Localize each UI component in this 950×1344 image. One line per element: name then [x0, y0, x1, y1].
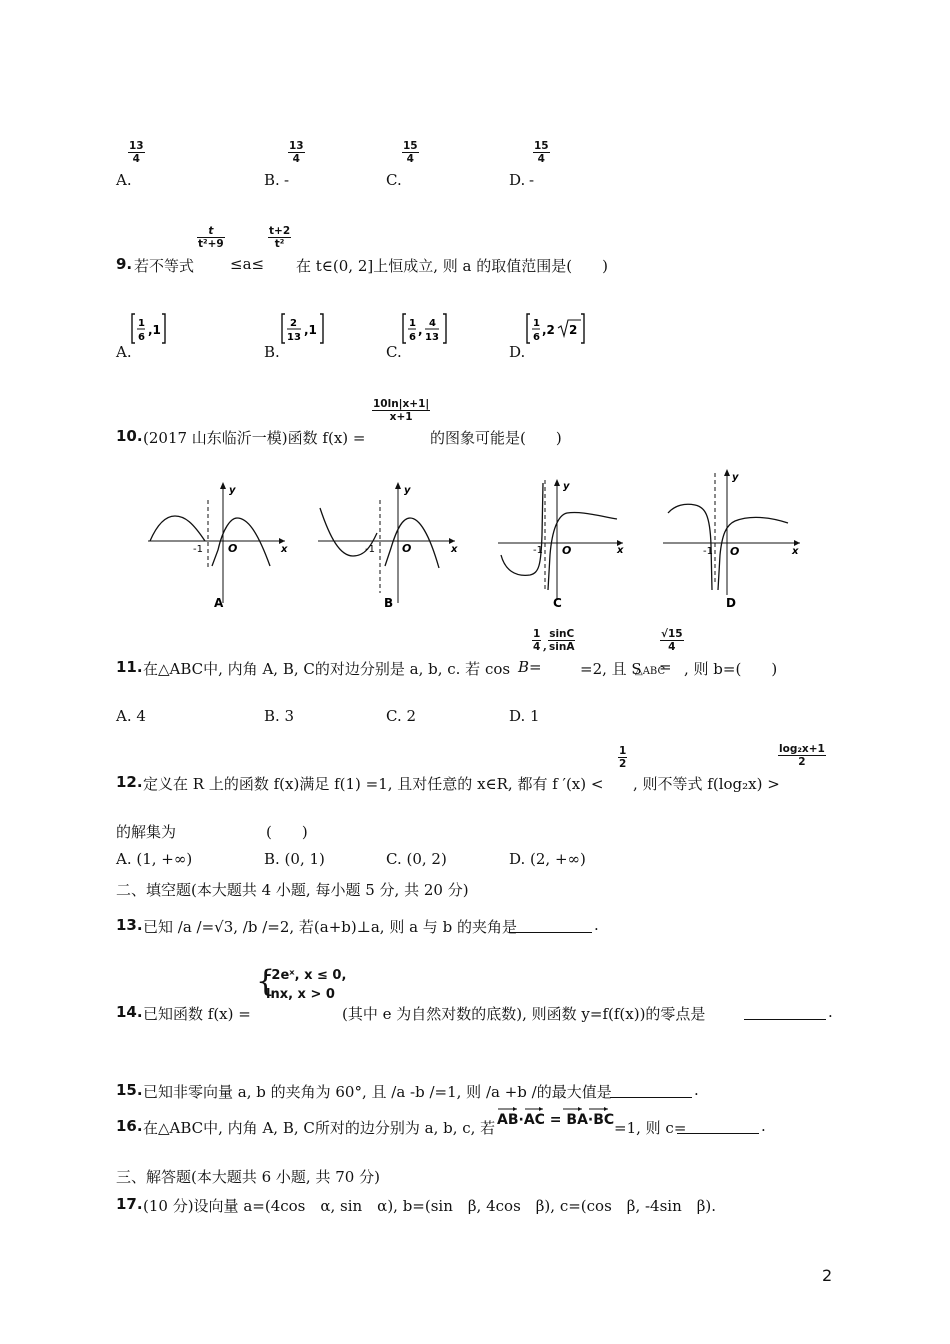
q9-middle: ≤a≤: [230, 255, 265, 273]
q10-graph-c-label: C: [553, 596, 562, 610]
svg-text:x: x: [451, 544, 458, 555]
q16-vector-equation: AB·AC = BA·BC: [497, 1112, 615, 1128]
q12-option-d: D. (2, +∞): [509, 850, 586, 868]
q9-option-d-interval: [525, 312, 587, 346]
q14-answer-blank[interactable]: [744, 1005, 826, 1020]
q11-option-b: B. 3: [264, 707, 295, 725]
q10-graph-d: [660, 465, 805, 610]
q17-text: (10 分)设向量 a=(4cos α, sin α), b=(sin β, 4cos β), c=(cos β, -4sin β).: [143, 1197, 717, 1215]
svg-text:4: 4: [429, 318, 436, 329]
q14-prefix: 已知函数 f(x) =: [143, 1005, 251, 1023]
q12-text-2: , 则不等式 f(log₂x) >: [633, 775, 780, 793]
q11-option-c: C. 2: [386, 707, 417, 725]
q15-end: .: [694, 1081, 699, 1099]
q13-text: 已知 /a /=√3, /b /=2, 若(a+b)⊥a, 则 a 与 b 的夹角是: [143, 918, 517, 936]
q9-option-b-label: B.: [264, 343, 280, 361]
q10-graph-b: [315, 478, 465, 610]
svg-text:13: 13: [287, 332, 301, 343]
svg-text:6: 6: [533, 332, 540, 343]
q11-eq3: =: [659, 658, 672, 676]
svg-text:x: x: [617, 545, 624, 556]
svg-text:1: 1: [138, 318, 145, 329]
q8-option-d-fraction: $\frac{15}{4}$: [534, 140, 549, 165]
svg-text:2: 2: [290, 318, 297, 329]
svg-text:,2: ,2: [542, 323, 555, 337]
q15-number: 15.: [116, 1081, 143, 1099]
q12-fraction-half: $\frac{1}{2}$: [619, 745, 627, 770]
q16-text: 在△ABC中, 内角 A, B, C所对的边分别为 a, b, c, 若: [143, 1119, 496, 1137]
q9-suffix: 在 t∈(0, 2]上恒成立, 则 a 的取值范围是( ): [296, 257, 608, 275]
svg-text:13: 13: [425, 332, 439, 343]
q9-option-d-label: D.: [509, 343, 526, 361]
q10-number: 10.: [116, 427, 143, 445]
q14-number: 14.: [116, 1003, 143, 1021]
q8-option-d-sign: -: [529, 171, 535, 189]
q10-suffix: 的图象可能是( ): [430, 429, 562, 447]
svg-text:-1: -1: [365, 544, 375, 555]
svg-text:,: ,: [418, 323, 423, 337]
svg-text:y: y: [404, 485, 411, 496]
section-3-heading: 三、解答题(本大题共 6 小题, 共 70 分): [116, 1168, 380, 1186]
q12-text: 定义在 R 上的函数 f(x)满足 f(1) =1, 且对任意的 x∈R, 都有 f ′(x) <: [143, 775, 604, 793]
q13-answer-blank[interactable]: [510, 918, 592, 933]
q16-answer-blank[interactable]: [677, 1119, 759, 1134]
q9-prefix: 若不等式: [134, 257, 195, 275]
q9-fraction-1: $\frac{t}{\text{t²+9}}$: [198, 225, 224, 250]
q11-option-d: D. 1: [509, 707, 540, 725]
q10-graph-c: [495, 475, 630, 610]
q11-subscript: △ABC: [635, 666, 666, 677]
q16-number: 16.: [116, 1117, 143, 1135]
q12-option-a: A. (1, +∞): [116, 850, 193, 868]
q17-number: 17.: [116, 1195, 143, 1213]
q11-fraction-cos: $\frac{1}{4}$: [533, 628, 541, 653]
q9-option-c-interval: [401, 312, 451, 346]
svg-text:O: O: [730, 545, 740, 558]
q12-option-c: C. (0, 2): [386, 850, 447, 868]
q8-option-c-fraction: $\frac{15}{4}$: [403, 140, 418, 165]
q16-vector-arrows: [497, 1103, 617, 1113]
q13-end: .: [594, 916, 599, 934]
svg-text:y: y: [229, 485, 236, 496]
q12-number: 12.: [116, 773, 143, 791]
svg-text:6: 6: [138, 332, 145, 343]
q10-graph-a: [145, 478, 295, 610]
q11-option-a: A. 4: [116, 707, 146, 725]
q8-option-a-label: A.: [116, 171, 132, 189]
q11-tail: , 则 b=( ): [684, 660, 778, 678]
q12-option-b: B. (0, 1): [264, 850, 325, 868]
q10-graph-b-label: B: [384, 596, 394, 610]
q14-brace: {: [256, 964, 276, 999]
svg-text:O: O: [228, 542, 238, 555]
svg-text:6: 6: [409, 332, 416, 343]
q10-graph-a-label: A: [214, 596, 224, 610]
q15-text: 已知非零向量 a, b 的夹角为 60°, 且 /a -b /=1, 则 /a +b /的最大值是: [143, 1083, 612, 1101]
svg-text:1: 1: [409, 318, 416, 329]
q9-option-a-label: A.: [116, 343, 132, 361]
q8-option-b-sign: -: [284, 171, 290, 189]
q11-text: 在△ABC中, 内角 A, B, C的对边分别是 a, b, c. 若 cos: [143, 660, 511, 678]
q12-line-2: 的解集为 ( ): [116, 823, 308, 841]
q10-prefix: (2017 山东临沂一模)函数 f(x) =: [143, 429, 366, 447]
svg-text:1: 1: [533, 318, 540, 329]
q14-case-1: -2eˣ, x ≤ 0,: [266, 968, 347, 983]
q16-end: .: [761, 1117, 766, 1135]
q9-option-b-interval: [280, 312, 328, 346]
svg-text:y: y: [732, 472, 739, 483]
q13-number: 13.: [116, 916, 143, 934]
svg-text:x: x: [281, 544, 288, 555]
q15-answer-blank[interactable]: [610, 1083, 692, 1098]
q8-option-c-label: C.: [386, 171, 402, 189]
svg-text:O: O: [402, 542, 412, 555]
q11-eq2: =2, 且 S: [580, 660, 642, 678]
svg-text:2: 2: [569, 323, 578, 337]
q9-number: 9.: [116, 255, 133, 273]
q9-fraction-2: $\frac{t+2}{\text{t²}}$: [269, 225, 291, 250]
q9-option-c-label: C.: [386, 343, 402, 361]
q11-fraction-area: $\frac{√15}{4}$: [661, 628, 683, 653]
q11-b-eq: B=: [518, 658, 542, 676]
q8-option-b-label: B.: [264, 171, 280, 189]
svg-text:y: y: [563, 481, 570, 492]
q14-suffix: (其中 e 为自然对数的底数), 则函数 y=f(f(x))的零点是: [342, 1005, 706, 1023]
q8-option-d-label: D.: [509, 171, 526, 189]
q12-fraction-log: $\frac{\text{log₂x+1}}{2}$: [779, 743, 825, 768]
svg-text:O: O: [562, 544, 572, 557]
page-number: 2: [822, 1266, 833, 1285]
svg-text:,1: ,1: [148, 323, 161, 337]
svg-text:-1: -1: [533, 545, 543, 556]
q11-fraction-sin: $\frac{\sin C}{\sin A}$: [549, 628, 575, 653]
q10-fraction: $\frac{10\ln|x+1|}{x+1}$: [373, 398, 430, 423]
q8-option-a-fraction: $\frac{13}{4}$: [129, 140, 144, 165]
q10-graph-a-tick: -1: [193, 544, 203, 555]
q14-case-2: lnx, x > 0: [266, 987, 335, 1002]
section-2-heading: 二、填空题(本大题共 4 小题, 每小题 5 分, 共 20 分): [116, 881, 469, 899]
svg-text:,1: ,1: [304, 323, 317, 337]
q10-graph-d-label: D: [726, 596, 736, 610]
q9-option-a-interval: [130, 312, 170, 346]
q16-text-2: =1, 则 c=: [614, 1119, 687, 1137]
q11-number: 11.: [116, 658, 143, 676]
q14-end: .: [828, 1003, 833, 1021]
q8-option-b-fraction: $\frac{13}{4}$: [289, 140, 304, 165]
svg-text:x: x: [792, 546, 799, 557]
svg-text:-1: -1: [703, 546, 713, 557]
